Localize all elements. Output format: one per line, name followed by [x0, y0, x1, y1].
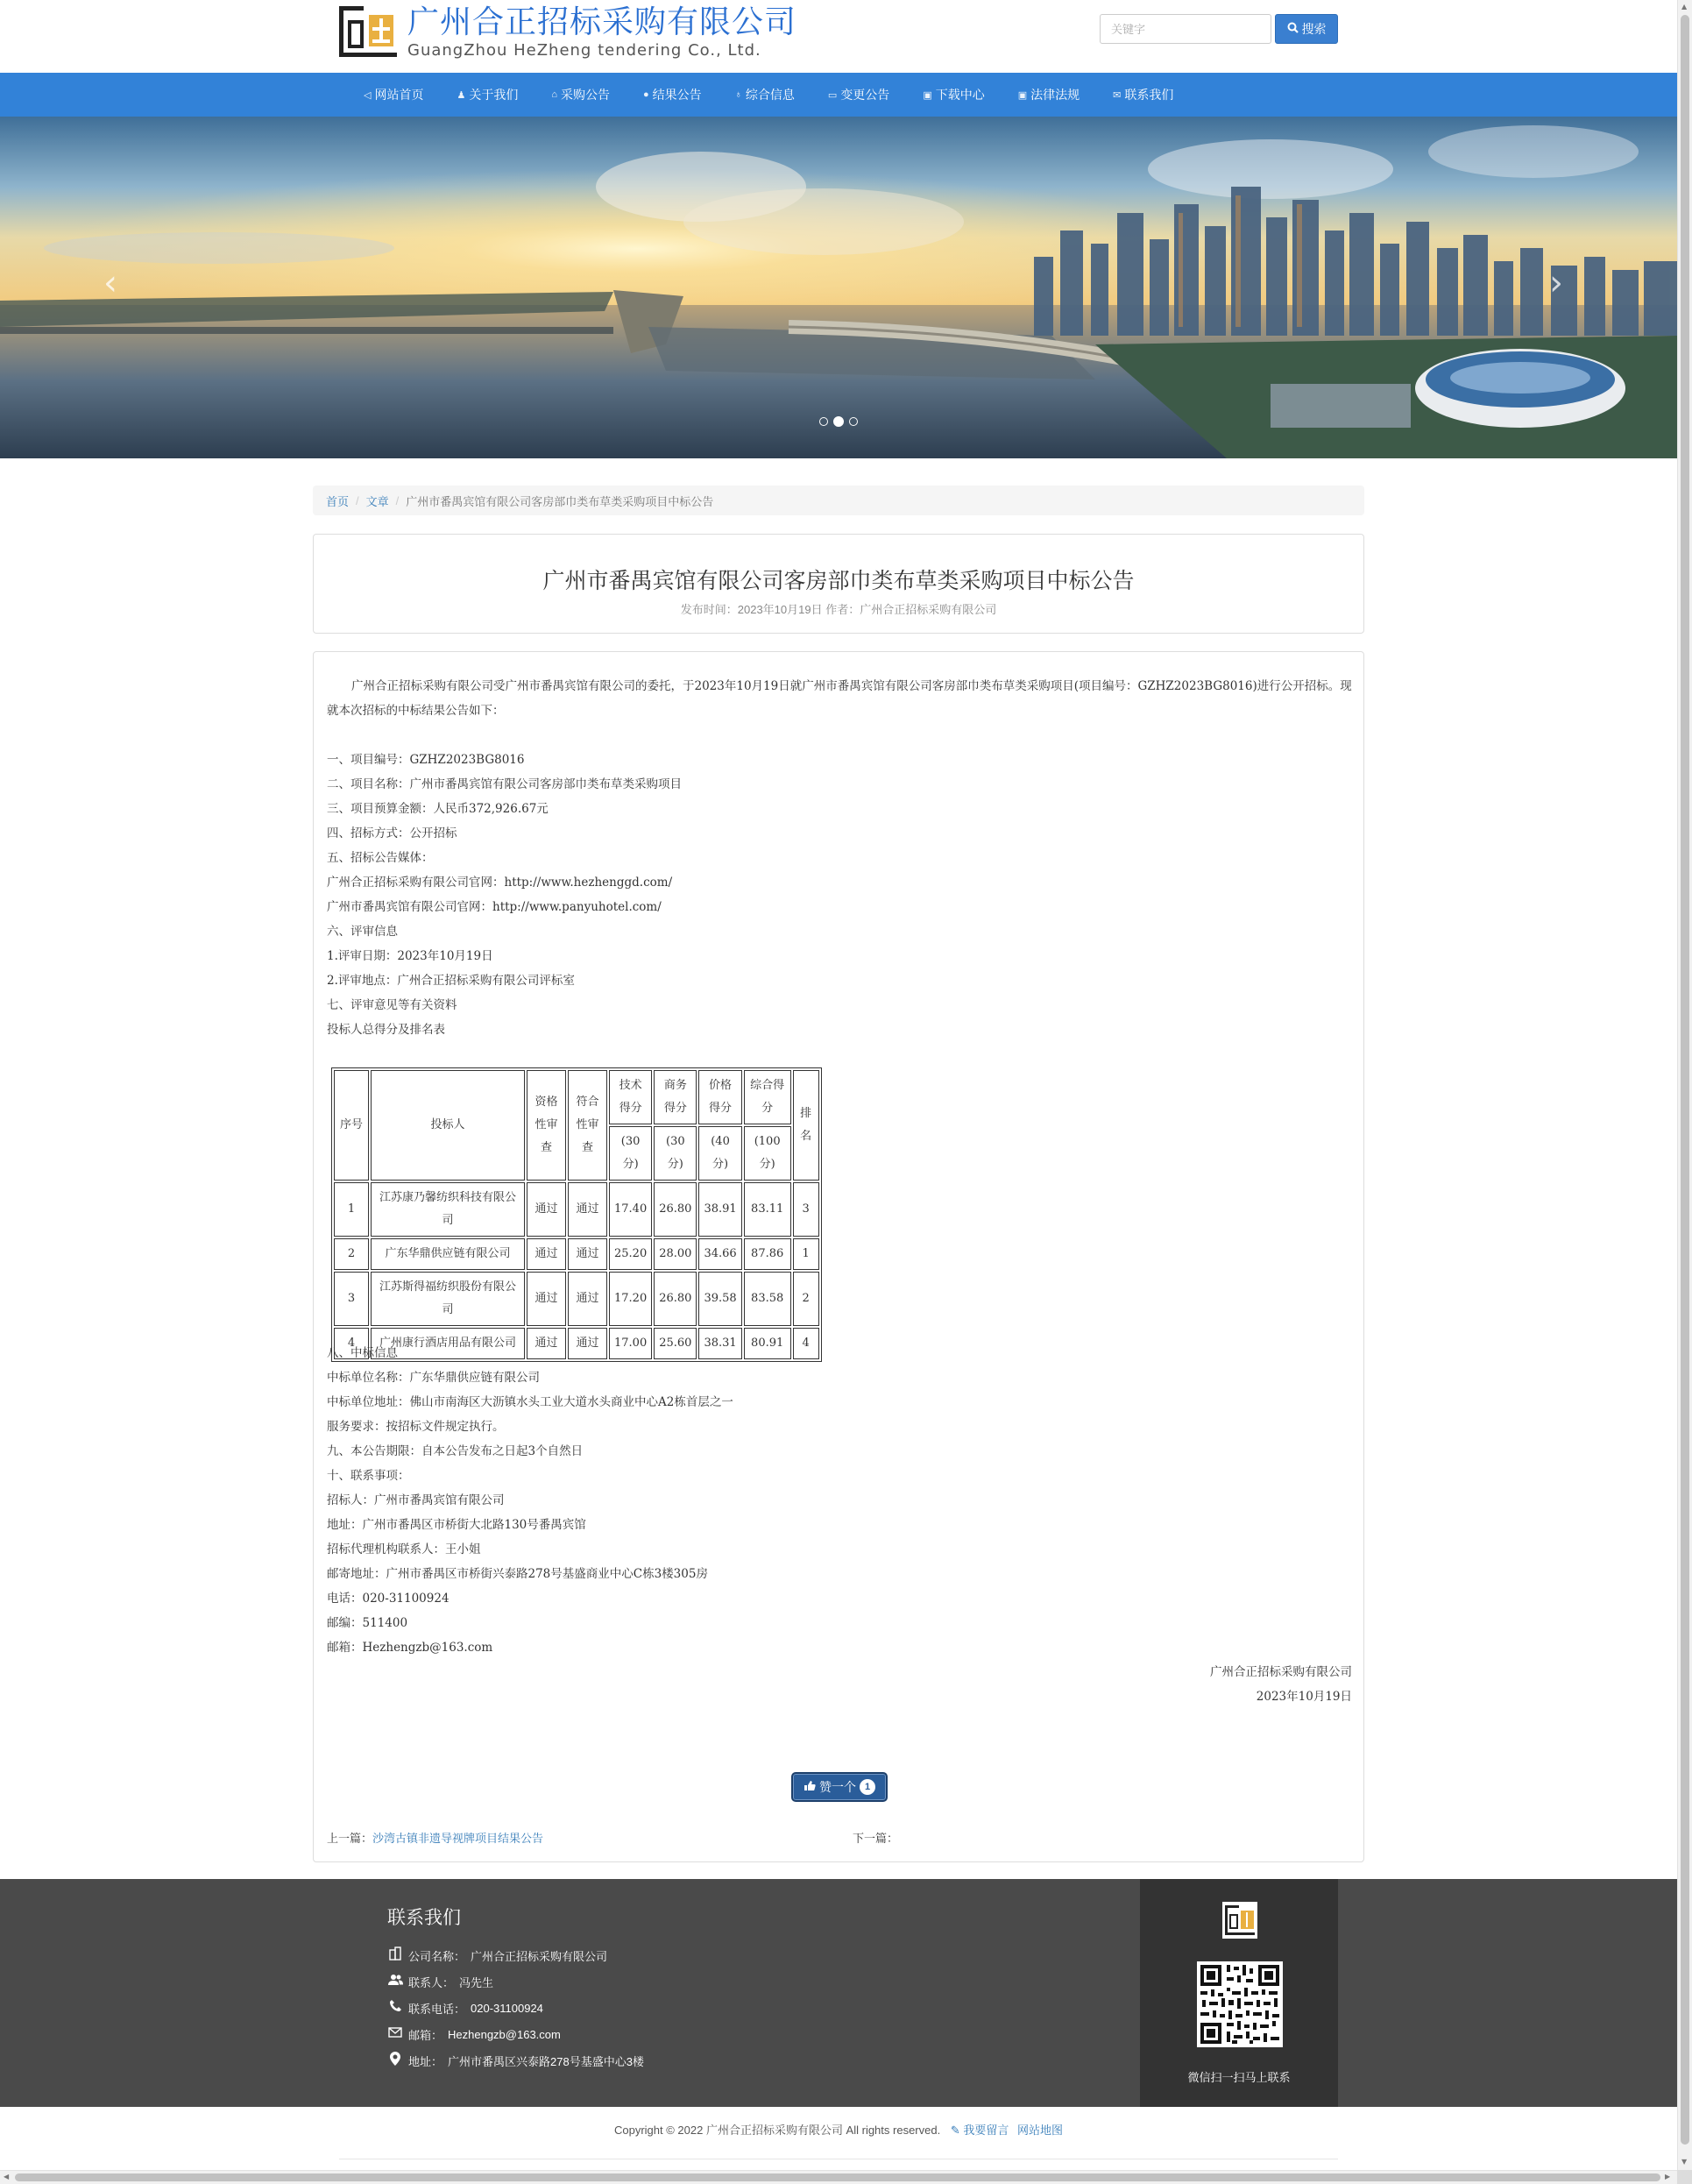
footer-title: 联系我们: [387, 1908, 461, 1928]
article-line: 一、项目编号：GZHZ2023BG8016: [327, 753, 525, 767]
article-line: 四、招标方式：公开招标: [327, 826, 457, 840]
prev-article-link[interactable]: 沙湾古镇非遗导视牌项目结果公告: [372, 1832, 544, 1845]
logo-mark-icon: [337, 3, 399, 60]
nav-item-results[interactable]: [643, 73, 702, 117]
next-label: 下一篇：: [853, 1832, 899, 1845]
cell-no: 1: [334, 1182, 369, 1237]
carousel-dot[interactable]: [819, 417, 828, 426]
cell-tech: 17.20: [609, 1272, 652, 1326]
cell-total: 83.11: [744, 1182, 791, 1237]
cell-price: 39.58: [698, 1272, 741, 1326]
nav-item-label: 结果公告: [652, 88, 702, 102]
article-line: 中标单位地址：佛山市南海区大沥镇水头工业大道水头商业中心A2栋首层之一: [327, 1395, 733, 1409]
cell-no: 4: [334, 1328, 369, 1359]
cell-conform: 通过: [568, 1182, 607, 1237]
carousel-dot-active[interactable]: [833, 416, 844, 427]
article-line: 中标单位名称：广东华鼎供应链有限公司: [327, 1371, 540, 1385]
table-header: 价格得分: [698, 1070, 741, 1124]
article-line: 七、评审意见等有关资料: [327, 998, 457, 1012]
cell-biz: 26.80: [654, 1272, 697, 1326]
article-line: 五、招标公告媒体：: [327, 851, 434, 865]
cell-qual: 通过: [527, 1272, 566, 1326]
article-line: 地址：广州市番禺区市桥街大北路130号番禺宾馆: [327, 1518, 586, 1532]
book-icon: ▣: [1017, 89, 1028, 101]
cell-biz: 28.00: [654, 1238, 697, 1270]
users-icon: [387, 1974, 403, 1990]
footer-company-value: 广州合正招标采购有限公司: [471, 1949, 608, 1963]
table-header: 排名: [793, 1070, 819, 1181]
footer-address-value: 广州市番禺区兴泰路278号基盛中心3楼: [448, 2054, 644, 2068]
breadcrumb-separator: /: [395, 493, 400, 507]
footer-contact-person: [387, 1968, 644, 1995]
footer-phone: [387, 1995, 644, 2021]
article-line: 1.评审日期：2023年10月19日: [327, 949, 493, 963]
like-button[interactable]: [791, 1772, 888, 1802]
footer-email-value: Hezhengzb@163.com: [448, 2027, 561, 2041]
horizontal-scroll-thumb[interactable]: [15, 2173, 1660, 2181]
leave-message-link[interactable]: [951, 2124, 1009, 2137]
article-line: 十、联系事项：: [327, 1469, 410, 1483]
cell-qual: 通过: [527, 1328, 566, 1359]
site-logo[interactable]: [337, 2, 796, 61]
table-header: 资格性审查: [527, 1070, 566, 1181]
site-footer: [0, 1879, 1677, 2107]
article-line: 八、中标信息: [327, 1346, 398, 1360]
article-line: 服务要求：按招标文件规定执行。: [327, 1420, 505, 1434]
footer-phone-label: 联系电话：: [408, 2002, 466, 2016]
home-icon: ⌂: [551, 89, 557, 100]
carousel-prev-icon[interactable]: ‹: [103, 263, 117, 303]
breadcrumb-section[interactable]: 文章: [365, 494, 389, 508]
cell-qual: 通过: [527, 1238, 566, 1270]
cell-conform: 通过: [568, 1328, 607, 1359]
cell-no: 2: [334, 1238, 369, 1270]
nav-item-contact[interactable]: [1113, 73, 1173, 117]
article-line: 广州合正招标采购有限公司官网：http://www.hezhenggd.com/: [327, 876, 673, 890]
carousel-dot[interactable]: [849, 417, 858, 426]
like-count-badge: 1: [860, 1779, 875, 1795]
city-skyline-image: [0, 117, 1677, 458]
cell-biz: 26.80: [654, 1182, 697, 1237]
nav-item-label: 综合信息: [745, 88, 795, 102]
article-line: 2.评审地点：广州合正招标采购有限公司评标室: [327, 974, 575, 988]
footer-contact-value: 冯先生: [459, 1975, 494, 1989]
article-line: 邮编：511400: [327, 1616, 408, 1630]
nav-item-changes[interactable]: [828, 73, 889, 117]
company-name-en: GuangZhou HeZheng tendering Co., Ltd.: [407, 40, 761, 60]
table-row: [334, 1238, 819, 1270]
nav-item-home[interactable]: [364, 73, 423, 117]
bulb-icon: ♁: [734, 89, 742, 100]
table-header: 序号: [334, 1070, 369, 1181]
site-header: [0, 0, 1677, 73]
nav-item-label: 变更公告: [840, 88, 890, 102]
breadcrumb-home[interactable]: 首页: [326, 494, 350, 508]
footer-email-label: 邮箱：: [408, 2028, 443, 2042]
cell-price: 38.31: [698, 1328, 741, 1359]
qr-caption: 微信扫一扫马上联系: [1187, 2071, 1291, 2084]
nav-item-about[interactable]: [457, 73, 518, 117]
carousel-next-icon[interactable]: ›: [1549, 263, 1563, 303]
article-line: 邮寄地址：广州市番禺区市桥街兴泰路278号基盛商业中心C栋3楼305房: [327, 1567, 708, 1581]
phone-icon: [387, 1999, 403, 2017]
breadcrumb: [313, 486, 1364, 515]
cell-conform: 通过: [568, 1272, 607, 1326]
score-table: [331, 1067, 822, 1362]
cell-total: 87.86: [744, 1238, 791, 1270]
hero-carousel[interactable]: [0, 117, 1677, 458]
table-subheader: (100分): [744, 1126, 791, 1181]
horizontal-scrollbar[interactable]: [0, 2170, 1677, 2184]
cell-tech: 25.20: [609, 1238, 652, 1270]
search-input[interactable]: [1100, 14, 1271, 44]
cell-conform: 通过: [568, 1238, 607, 1270]
nav-item-label: 联系我们: [1124, 88, 1174, 102]
footer-qr-panel: [1140, 1879, 1338, 2107]
table-header: 符合性审查: [568, 1070, 607, 1181]
article-body: [313, 651, 1364, 1862]
nav-item-label: 法律法规: [1030, 88, 1080, 102]
footer-address-label: 地址：: [408, 2054, 443, 2068]
user-group-icon: ♟: [457, 89, 466, 101]
download-icon: ▣: [923, 89, 932, 101]
table-subheader: (30分): [609, 1126, 652, 1181]
table-header: 商务得分: [654, 1070, 697, 1124]
article-line: 二、项目名称：广州市番禺宾馆有限公司客房部巾类布草类采购项目: [327, 777, 682, 791]
nav-item-label: 采购公告: [561, 88, 610, 102]
footer-address: [387, 2047, 644, 2074]
cell-bidder: 广州康行酒店用品有限公司: [371, 1328, 525, 1359]
carousel-indicators: [819, 416, 858, 427]
vertical-scroll-thumb[interactable]: [1681, 15, 1689, 2145]
table-header: 投标人: [371, 1070, 525, 1181]
footer-email: [387, 2021, 644, 2047]
article-line: 三、项目预算金额：人民币372,926.67元: [327, 802, 549, 816]
cell-rank: 3: [793, 1182, 819, 1237]
article-line: 招标代理机构联系人：王小姐: [327, 1542, 481, 1556]
cell-total: 80.91: [744, 1328, 791, 1359]
table-header: 综合得分: [744, 1070, 791, 1124]
article-line: 投标人总得分及排名表: [327, 1023, 445, 1037]
cell-price: 34.66: [698, 1238, 741, 1270]
breadcrumb-separator: /: [356, 493, 359, 507]
next-article: [853, 1829, 898, 1846]
nav-item-downloads[interactable]: [923, 73, 984, 117]
wechat-qr-code: [1197, 1961, 1283, 2047]
edit-icon: ✎: [950, 2124, 960, 2137]
cell-total: 83.58: [744, 1272, 791, 1326]
signature-company: 广州合正招标采购有限公司: [1210, 1665, 1352, 1679]
nav-item-general-info[interactable]: [735, 73, 795, 117]
cell-tech: 17.40: [609, 1182, 652, 1237]
table-row: [334, 1182, 819, 1237]
table-subheader: (30分): [654, 1126, 697, 1181]
footer-phone-value: 020-31100924: [471, 2001, 543, 2015]
cell-qual: 通过: [527, 1182, 566, 1237]
footer-company-label: 公司名称：: [408, 1949, 466, 1963]
scroll-up-icon[interactable]: ▲: [1681, 3, 1688, 11]
article-title: 广州市番禺宾馆有限公司客房部巾类布草类采购项目中标公告: [542, 569, 1135, 593]
cell-rank: 2: [793, 1272, 819, 1326]
table-header-row: [334, 1070, 819, 1124]
search-button-label: 搜索: [1301, 22, 1327, 36]
article-line: 九、本公告期限：自本公告发布之日起3个自然日: [327, 1444, 584, 1458]
search-button[interactable]: [1275, 14, 1338, 44]
cell-tech: 17.00: [609, 1328, 652, 1359]
cell-rank: 1: [793, 1238, 819, 1270]
prev-label: 上一篇：: [327, 1832, 373, 1845]
copyright-bar: [0, 2121, 1677, 2138]
article-line: 电话：020-31100924: [327, 1592, 450, 1606]
cell-bidder: 广东华鼎供应链有限公司: [371, 1238, 525, 1270]
scroll-left-icon[interactable]: ◀: [4, 2173, 10, 2180]
article-intro: 广州合正招标采购有限公司受广州市番禺宾馆有限公司的委托，于2023年10月19日就广州市番禺宾馆有限公司客房部巾类布草类采购项目(项目编号：GZHZ2023BG8016)进行公开招标。现就本次招标的中标结果公告如下：: [327, 679, 1352, 718]
nav-item-procurement[interactable]: [551, 73, 610, 117]
cell-bidder: 江苏斯得福纺织股份有限公司: [371, 1272, 525, 1326]
nav-item-laws[interactable]: [1018, 73, 1080, 117]
scroll-right-icon[interactable]: ▶: [1665, 2173, 1671, 2180]
article-meta: 发布时间：2023年10月19日 作者：广州合正招标采购有限公司: [680, 603, 997, 616]
breadcrumb-current: 广州市番禺宾馆有限公司客房部巾类布草类采购项目中标公告: [406, 494, 714, 508]
company-name-cn: 广州合正招标采购有限公司: [407, 3, 797, 39]
cell-rank: 4: [793, 1328, 819, 1359]
footer-company: [387, 1942, 644, 1968]
article-header: [313, 534, 1364, 634]
footer-logo-icon: [1222, 1902, 1257, 1939]
map-pin-icon: [387, 2052, 403, 2070]
prev-article: [327, 1829, 543, 1846]
signature-date: 2023年10月19日: [1256, 1690, 1352, 1704]
leave-message-label: 我要留言: [963, 2124, 1009, 2137]
footer-contact-label: 联系人：: [408, 1975, 455, 1989]
scrollbar-corner: [1677, 2170, 1692, 2184]
sitemap-link[interactable]: 网站地图: [1017, 2124, 1064, 2137]
nav-item-label: 关于我们: [469, 88, 519, 102]
main-nav: [0, 73, 1677, 117]
nav-item-label: 网站首页: [374, 88, 424, 102]
like-label: 赞一个: [819, 1780, 856, 1794]
building-icon: [387, 1946, 403, 1965]
table-row: [334, 1272, 819, 1326]
article-line: 广州市番禺宾馆有限公司官网：http://www.panyuhotel.com/: [327, 900, 662, 914]
footer-contact: [387, 1904, 644, 2074]
cell-bidder: 江苏康乃馨纺织科技有限公司: [371, 1182, 525, 1237]
thumbs-up-icon: [804, 1780, 816, 1794]
table-subheader: (40分): [698, 1126, 741, 1181]
globe-icon: ●: [643, 89, 649, 100]
cell-biz: 25.60: [654, 1328, 697, 1359]
send-icon: ◁: [364, 89, 372, 101]
vertical-scrollbar[interactable]: [1677, 0, 1692, 2170]
cell-price: 38.91: [698, 1182, 741, 1237]
article-line: 六、评审信息: [327, 925, 398, 939]
table-header: 技术得分: [609, 1070, 652, 1124]
copyright-text: Copyright © 2022 广州合正招标采购有限公司 All rights reserved.: [613, 2124, 941, 2137]
search-icon: [1287, 22, 1299, 36]
envelope-icon: [387, 2026, 403, 2042]
scroll-down-icon[interactable]: ▼: [1681, 2158, 1688, 2166]
nav-item-label: 下载中心: [935, 88, 985, 102]
article-line: 邮箱：Hezhengzb@163.com: [327, 1641, 493, 1655]
cell-no: 3: [334, 1272, 369, 1326]
article-line: 招标人：广州市番禺宾馆有限公司: [327, 1493, 505, 1507]
mail-icon: ✉: [1113, 89, 1122, 101]
calendar-icon: ▭: [827, 89, 838, 101]
